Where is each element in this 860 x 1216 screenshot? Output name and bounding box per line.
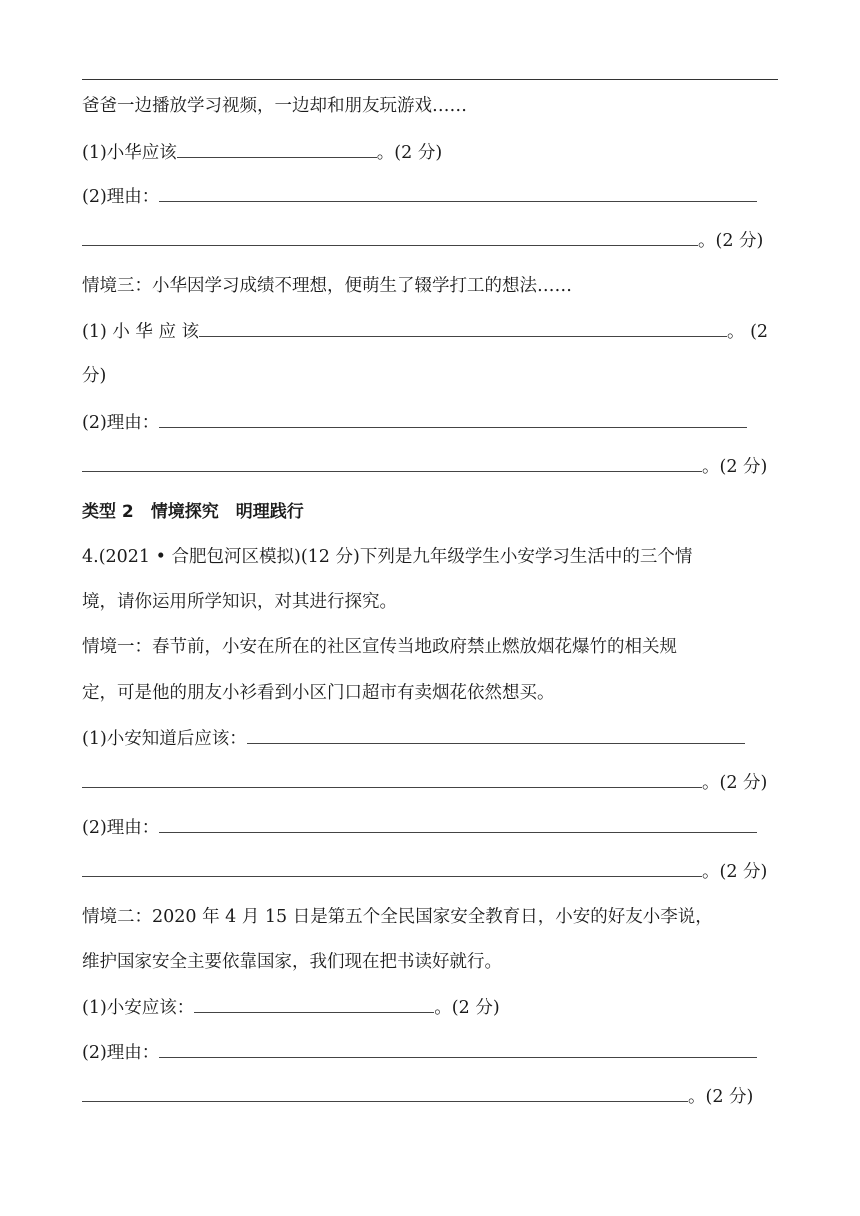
- scenario-text: 情境三：小华因学习成绩不理想，便萌生了辍学打工的想法……: [82, 276, 572, 296]
- score-note: 。(2 分): [698, 231, 764, 251]
- question-line: [82, 996, 500, 1019]
- answer-blank[interactable]: [247, 727, 745, 744]
- answer-blank[interactable]: [159, 185, 757, 202]
- question-label: (2)理由：: [82, 413, 160, 433]
- answer-continuation-line: [82, 1085, 753, 1108]
- score-note: 。(2 分): [434, 998, 500, 1018]
- question-line: [82, 727, 745, 750]
- answer-blank[interactable]: [82, 455, 702, 472]
- score-note: 。(2 分): [702, 862, 768, 882]
- answer-blank[interactable]: [159, 1041, 757, 1058]
- answer-continuation-line: [82, 860, 767, 883]
- score-note: 。(2 分): [376, 143, 443, 163]
- question-line: [82, 185, 757, 208]
- question-label: (1)小安应该：: [82, 998, 195, 1018]
- score-note: 。(2 分): [688, 1087, 754, 1107]
- score-note: 。 (2: [727, 322, 769, 342]
- top-divider: [82, 79, 778, 80]
- question-label: (2)理由：: [82, 818, 160, 838]
- section-heading: 类型 2 情境探究 明理践行: [82, 502, 304, 522]
- answer-blank[interactable]: [194, 996, 434, 1013]
- question-line: [82, 1041, 757, 1064]
- score-note-wrap: 分): [82, 366, 107, 386]
- question-line: [82, 141, 442, 164]
- scenario-text: 定，可是他的朋友小衫看到小区门口超市有卖烟花依然想买。: [82, 683, 555, 703]
- question-label: (1) 小 华 应 该: [82, 322, 200, 342]
- answer-continuation-line: [82, 455, 767, 478]
- score-note: 。(2 分): [702, 457, 768, 477]
- question-stem: 境，请你运用所学知识，对其进行探究。: [82, 592, 397, 612]
- scenario-text: 爸爸一边播放学习视频，一边却和朋友玩游戏……: [82, 96, 467, 116]
- answer-blank[interactable]: [82, 771, 702, 788]
- answer-blank[interactable]: [82, 860, 702, 877]
- score-note: 。(2 分): [702, 773, 768, 793]
- answer-blank[interactable]: [159, 816, 757, 833]
- answer-blank[interactable]: [159, 411, 747, 428]
- question-line: [82, 411, 747, 434]
- answer-blank[interactable]: [82, 229, 698, 246]
- answer-blank[interactable]: [82, 1085, 688, 1102]
- answer-blank[interactable]: [199, 320, 727, 337]
- question-label: (2)理由：: [82, 187, 160, 207]
- scenario-text: 情境二：2020 年 4 月 15 日是第五个全民国家安全教育日，小安的好友小李说，: [82, 907, 713, 927]
- question-label: (1)小安知道后应该：: [82, 729, 247, 749]
- question-stem: 4.(2021 • 合肥包河区模拟)(12 分)下列是九年级学生小安学习生活中的三个情: [82, 547, 693, 567]
- question-label: (2)理由：: [82, 1043, 160, 1063]
- answer-blank[interactable]: [177, 141, 377, 158]
- scenario-text: 情境一：春节前，小安在所在的社区宣传当地政府禁止燃放烟花爆竹的相关规: [82, 637, 677, 657]
- question-label: (1)小华应该: [82, 143, 177, 163]
- answer-continuation-line: [82, 771, 767, 794]
- question-line: [82, 320, 768, 343]
- answer-continuation-line: [82, 229, 763, 252]
- scenario-text: 维护国家安全主要依靠国家，我们现在把书读好就行。: [82, 952, 502, 972]
- question-line: [82, 816, 757, 839]
